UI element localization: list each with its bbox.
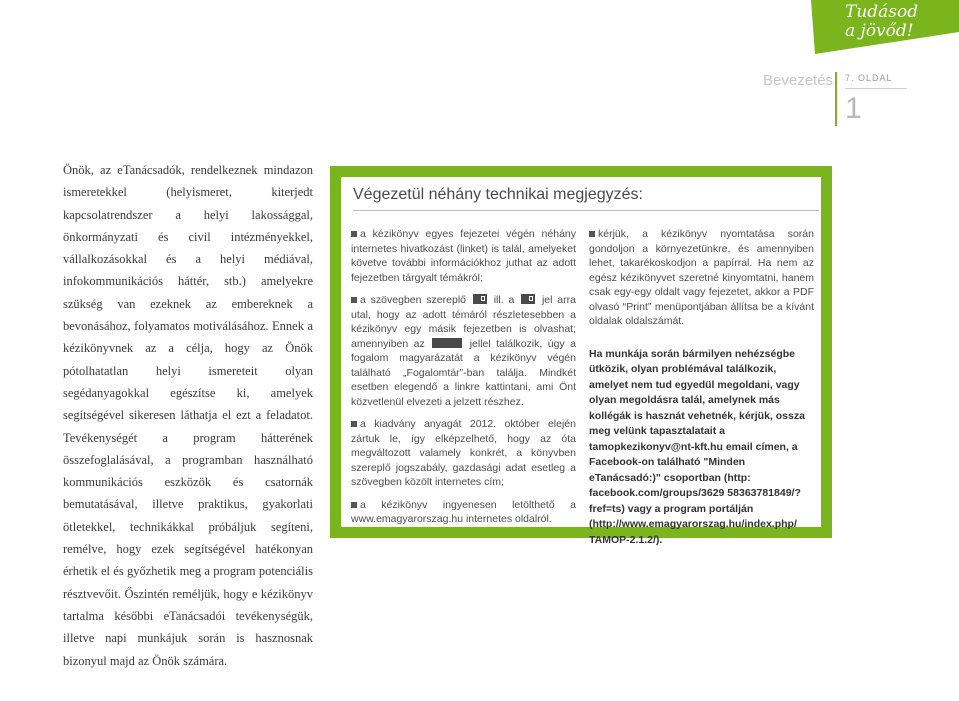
page-label: 7. OLDAL <box>845 73 893 83</box>
brand-slogan <box>845 3 935 41</box>
brand-badge <box>797 0 959 54</box>
note-text: jel arra utal, hogy az adott témáról részletesebben a kézikönyv egy másik fejezetben is olvashat; amennyiben az <box>351 294 576 350</box>
brand-line-1: Tudásod <box>845 2 919 22</box>
note-text: kérjük, a kézikönyv nyomtatása során gondoljon a környezetünkre, és amennyiben lehet, takarékoskodjon a papírral. Ha nem az egész kézikönyvet szeretné kinyomtatni, hanem csak egy-egy oldalt vagy fejezetet, akkor a PDF olvasó “Print” menüpontjában állítsa be a kívánt oldalak oldalszámát. <box>589 228 814 327</box>
notes-column-left <box>351 227 576 535</box>
brand-line-2: a jövőd! <box>845 21 914 41</box>
note-text: a kézikönyv egyes fejezetei végén néhány internetes hivatkozást (linket) is talál, amelyeket követve további információkhoz juthat az adott fejezetben tárgyalt témákról; <box>351 228 576 284</box>
note-text: jellel találkozik, úgy a fogalom magyarázatát a kézikönyv végén található „Fogalomtár”-ban találja. Mindkét esetben elegendő a linkre kattintani, ami Önt közvetlenül elvezeti a jelzett részhez. <box>351 337 576 408</box>
box-title: Végezetül néhány technikai megjegyzés: <box>353 186 643 203</box>
page-label-rule <box>845 88 907 89</box>
section-title: Bevezetés <box>763 72 834 89</box>
note-item <box>351 498 576 527</box>
glossary-link-icon[interactable] <box>432 338 462 348</box>
bullet-icon <box>351 231 357 237</box>
notes-column-right <box>589 227 814 556</box>
bullet-icon <box>589 231 595 237</box>
note-text: a kiadvány anyagát 2012. október elején zártuk le, így elképzelhető, hogy az óta megváltozott valamely konkrét, a könyvben szereplő jogszabály, gazdasági adat esetleg a szövegben közölt internetes cím; <box>351 418 576 488</box>
bullet-icon <box>351 502 357 508</box>
intro-paragraph: Önök, az eTanácsadók, rendelkeznek mindazon ismeretekkel (helyismeret, kiterjedt kapcsolatrendszer a helyi lakossággal, önkormányzati és civil intézményekkel, vállalkozásokkal és a helyi médiával, infokommunikációs háttér, stb.) amelyekre szükség van ezeknek az embereknek a bevonásához, folyamatos motiválásához. Ennek a kézikönyvnek az a célja, hogy az Önök pótolhatatlan helyi ismereteit olyan segédanyagokkal egészítse ki, amelyek segítségével sikeresen láthatja el ezt a feladatot. Tevékenységét a program hátterének összefoglalásával, a programban használható kommunikációs eszközök és csatornák bemutatásával, illetve praktikus, gyakorlati ötletekkel, technikákkal próbáljuk segíteni, remélve, hogy ezek segítségével hatékonyan érhetik el és győzhetik meg a program potenciális résztvevőit. Őszintén reméljük, hogy e kézikönyv tartalma későbbi eTanácsadói tevékenységük, illetve napi munkájuk során is hasznosnak bizonyul majd az Önök számára. <box>63 163 313 668</box>
note-text[interactable]: a kézikönyv ingyenesen letölthető a www.emagyarorszag.hu internetes oldalról. <box>351 498 576 525</box>
note-item <box>589 227 814 329</box>
bullet-icon <box>351 297 357 303</box>
technical-notes-box <box>330 166 832 546</box>
note-item <box>351 417 576 490</box>
intro-column <box>63 159 313 672</box>
note-item <box>351 293 576 409</box>
header-divider <box>835 72 837 126</box>
note-item <box>351 227 576 285</box>
chapter-link-back-icon[interactable] <box>521 294 535 304</box>
note-text: ill. a <box>493 294 515 306</box>
note-text: a szövegben szereplő <box>360 294 466 306</box>
chapter-link-icon[interactable] <box>473 294 487 304</box>
support-note: Ha munkája során bármilyen nehézségbe ütközik, olyan problémával találkozik, amelyet nem tud egyedül megoldani, vagy olyan megoldásra talál, amelynek más kollégák is hasznát vehetnék, kérjük, ossza meg velünk tapasztalatait a tamopkezikonyv@nt-kft.hu email címen, a Facebook-on található "Minden eTanácsadó:)" csoportban (http: facebook.com/groups/3629 58363781849/?fref=ts) vagy a program portálján (http://www.emagyarorszag.hu/index.php/ TAMOP-2.1.2/). <box>589 347 805 546</box>
bullet-icon <box>351 421 357 427</box>
box-title-rule <box>353 210 819 211</box>
technical-notes-inner <box>341 177 821 546</box>
page-number: 1 <box>845 92 862 125</box>
